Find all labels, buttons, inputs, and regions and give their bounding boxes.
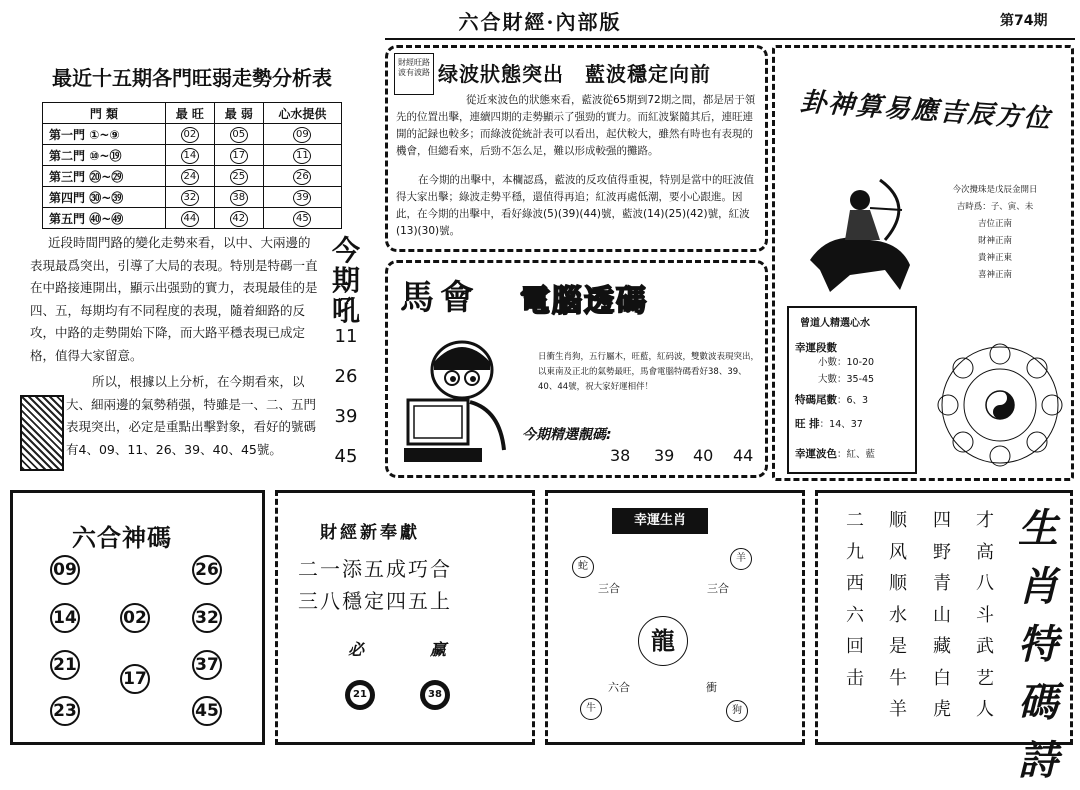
- archer-warrior-illustration: [790, 170, 925, 295]
- col-gate: 門 類: [43, 103, 166, 124]
- tip-value: 45: [293, 211, 311, 227]
- liuhe-god-code-title: 六合神碼: [72, 523, 172, 552]
- max-value: 44: [181, 211, 199, 227]
- analysis-paragraph-2: 所以，根據以上分析，在今期看來，以大、細兩邊的氣勢稍强，特雖是一、二、五門表現突出，必定是重點出擊對象，看好的號碼有4、09、11、26、39、40、45號。: [66, 374, 317, 457]
- poem-column-4: 才高八斗武艺人: [976, 510, 994, 720]
- auspicious-info-line: 吉時爲：子、寅、未: [956, 202, 1034, 212]
- poem-column-1: 二九西六回击: [846, 510, 864, 689]
- gate-label: 第二門: [49, 148, 86, 163]
- wave-box-text-2: 在今期的出擊中，本欄認爲，藍波的反攻值得重視，特别是當中的旺波值得大家出擊；綠波走勢平穩，還值得再追；紅波再處低潮，要小心跟進。因此，在今期的出擊中，看好綠波(5)(39)(44)號，藍波(14)(25)(42)號，紅波(13)(30)號。: [396, 174, 754, 237]
- tail-digits: [795, 392, 868, 407]
- gate-from: ㊵: [89, 211, 102, 226]
- gate-from: ⑩: [89, 148, 100, 163]
- sure-win-ball: [420, 680, 450, 710]
- max-value: 32: [181, 190, 199, 206]
- chong-label: 衝: [706, 681, 717, 694]
- gate-label: 第一門: [49, 127, 86, 142]
- finance-verse-line-1: 二一添五成巧合: [298, 557, 452, 581]
- lucky-wave-label: 幸運波色: [795, 448, 837, 460]
- analysis-paragraph-1: 近段時間門路的變化走勢來看，以中、大兩邊的表現最爲突出，引導了大局的表現。特別是特碼一直在中路接連開出，顯示出强勁的實力，表現最佳的是四、五，每期均有不同程度的表現，隨着細路的反攻，中路的走勢開始下降，而大路平穩表現已成定格，值得大家留意。: [30, 235, 318, 363]
- wave-box-title: 绿波狀態突出 藍波穩定向前: [438, 62, 711, 86]
- gate-analysis-table: [42, 102, 342, 229]
- code-ball: 09: [50, 555, 80, 585]
- gate-label: 第四門: [49, 190, 86, 205]
- code-ball: 21: [50, 650, 80, 680]
- poem-column-2: 顺风顺水是牛羊: [889, 510, 907, 720]
- sure-win-ball-number: 21: [350, 685, 370, 705]
- max-value: 14: [181, 148, 199, 164]
- ying-character: 赢: [430, 640, 447, 659]
- auspicious-info-line: 吉位正南: [977, 219, 1012, 229]
- min-value: 42: [230, 211, 248, 227]
- table-row: 第五門 ㊵~㊾ 44 42 45: [43, 208, 342, 229]
- lucky-zodiac-title: 幸運生肖: [612, 508, 708, 534]
- table-header-row: [43, 103, 342, 124]
- gate-to: ㉙: [111, 169, 124, 184]
- finance-dedication-title: 財經新奉獻: [320, 523, 420, 543]
- pick-number: 11: [334, 326, 358, 347]
- hot-numbers: [795, 416, 863, 431]
- featured-numbers-label: 今期精選靚碼:: [522, 427, 612, 443]
- zodiac-dragon-center: 龍: [638, 616, 688, 666]
- min-value: 25: [230, 169, 248, 185]
- col-min: 最 弱: [214, 103, 263, 124]
- liuhe-label: 六合: [608, 681, 630, 694]
- code-ball: 02: [120, 603, 150, 633]
- code-ball: 45: [192, 696, 222, 726]
- lucky-tips-title: 曾道人精選心水: [800, 318, 870, 329]
- gate-analysis-title: 最近十五期各門旺弱走勢分析表: [52, 66, 332, 90]
- code-ball: 17: [120, 664, 150, 694]
- headline-this-issue: 今期吼: [331, 234, 360, 327]
- lucky-wave-color: [795, 446, 875, 461]
- gate-from: ①: [89, 127, 100, 142]
- tail-digits-label: 特碼尾數: [795, 394, 837, 406]
- finance-verse-line-2: 三八穩定四五上: [298, 589, 452, 613]
- gate-to: ⑲: [109, 148, 122, 163]
- gate-label: 第三門: [49, 169, 86, 184]
- gate-from: ⑳: [89, 169, 102, 184]
- pick-number: 39: [334, 406, 358, 427]
- col-tip: 心水提供: [263, 103, 341, 124]
- code-ball: 23: [50, 696, 80, 726]
- col-max: 最 旺: [165, 103, 214, 124]
- top-rule: [385, 38, 1075, 40]
- masthead-title: 六合財經·內部版: [458, 10, 622, 34]
- hot-numbers-value: ：14、37: [819, 419, 863, 430]
- auspicious-info-line: 貴神正東: [977, 253, 1012, 263]
- issue-number: 第74期: [1000, 13, 1048, 29]
- table-row: 第一門 ①~⑨ 02 05 09: [43, 124, 342, 145]
- lucky-range-label: 幸運段數: [795, 342, 837, 354]
- auspicious-info-line: 財神正南: [977, 236, 1012, 246]
- wave-box-logo: 財經旺路 波有波路: [394, 53, 434, 95]
- tip-value: 26: [293, 169, 311, 185]
- lucky-wave-value: ：紅、藍: [837, 449, 876, 460]
- tip-value: 11: [293, 148, 311, 164]
- pick-number: 45: [334, 446, 358, 467]
- sanhe-label-left: 三合: [598, 582, 620, 595]
- code-ball: 37: [192, 650, 222, 680]
- horse-club-description: 日衝生肖狗，五行屬木，旺藍，紅码波，雙數波表現突出，以東南及正北的氣勢最旺，馬會電腦特碼看好38、39、40、44號，祝大家好運相伴！: [538, 352, 760, 392]
- zodiac-poem-title: 生肖特碼詩: [1018, 505, 1058, 784]
- gate-to: ㊴: [111, 190, 124, 205]
- zodiac-sheep: 羊: [730, 548, 752, 570]
- computer-mascot-illustration: [400, 330, 510, 470]
- code-ball: 26: [192, 555, 222, 585]
- code-ball: 32: [192, 603, 222, 633]
- featured-number: 40: [693, 446, 714, 465]
- tail-digits-value: ：6、3: [837, 395, 869, 406]
- gate-from: ㉚: [89, 190, 102, 205]
- small-range: 小數：10-20: [818, 357, 875, 368]
- auspicious-info: [930, 182, 1060, 284]
- hot-numbers-label: 旺 排: [795, 418, 820, 430]
- max-value: 24: [181, 169, 199, 185]
- table-row: 第二門 ⑩~⑲ 14 17 11: [43, 145, 342, 166]
- min-value: 17: [230, 148, 248, 164]
- table-row: 第四門 ㉚~㊴ 32 38 39: [43, 187, 342, 208]
- auspicious-info-line: 喜神正南: [977, 270, 1012, 280]
- gate-to: ⑨: [109, 127, 120, 142]
- tip-value: 09: [293, 127, 311, 143]
- auspicious-info-line: 今次攪珠是戊辰金開日: [952, 185, 1038, 195]
- gate-label: 第五門: [49, 211, 86, 226]
- poem-column-3: 四野青山藏白虎: [933, 510, 951, 720]
- tip-value: 39: [293, 190, 311, 206]
- bi-character: 必: [348, 640, 365, 659]
- bagua-compass-diagram: [930, 340, 1070, 470]
- gate-to: ㊾: [111, 211, 124, 226]
- featured-number: 39: [654, 446, 675, 465]
- horse-club-title: 馬會: [400, 278, 480, 318]
- table-row: 第三門 ⑳~㉙ 24 25 26: [43, 166, 342, 187]
- min-value: 38: [230, 190, 248, 206]
- min-value: 05: [230, 127, 248, 143]
- zodiac-snake: 蛇: [572, 556, 594, 578]
- zodiac-dog: 狗: [726, 700, 748, 722]
- pick-number: 26: [334, 366, 358, 387]
- lucky-range-section: [795, 340, 837, 355]
- max-value: 02: [181, 127, 199, 143]
- sanhe-label-right: 三合: [707, 582, 729, 595]
- code-ball: 14: [50, 603, 80, 633]
- wave-box-text-1: 從近來波色的狀態來看，藍波從65期到72期之間，都是居于領先的位置出擊，連續四期的走勢顯示了强勁的實力。而紅波緊隨其后，連旺連開的記録也較多；而綠波從統計表可以看出，起伏較大，雖然有時也有表現的機會，但總看來，后勁不怎么足，難以形成較强的攤路。: [396, 94, 756, 157]
- auspicious-panel-title: 卦神算易應吉辰方位: [799, 87, 1053, 135]
- zodiac-ox: 牛: [580, 698, 602, 720]
- sure-win-ball-number: 38: [425, 685, 445, 705]
- big-range: 大數：35-45: [818, 374, 875, 385]
- featured-number: 38: [610, 446, 631, 465]
- guangong-portrait-image: [20, 395, 64, 471]
- featured-number: 44: [733, 446, 754, 465]
- computer-code-title: 電腦透碼: [520, 284, 648, 319]
- sure-win-ball: [345, 680, 375, 710]
